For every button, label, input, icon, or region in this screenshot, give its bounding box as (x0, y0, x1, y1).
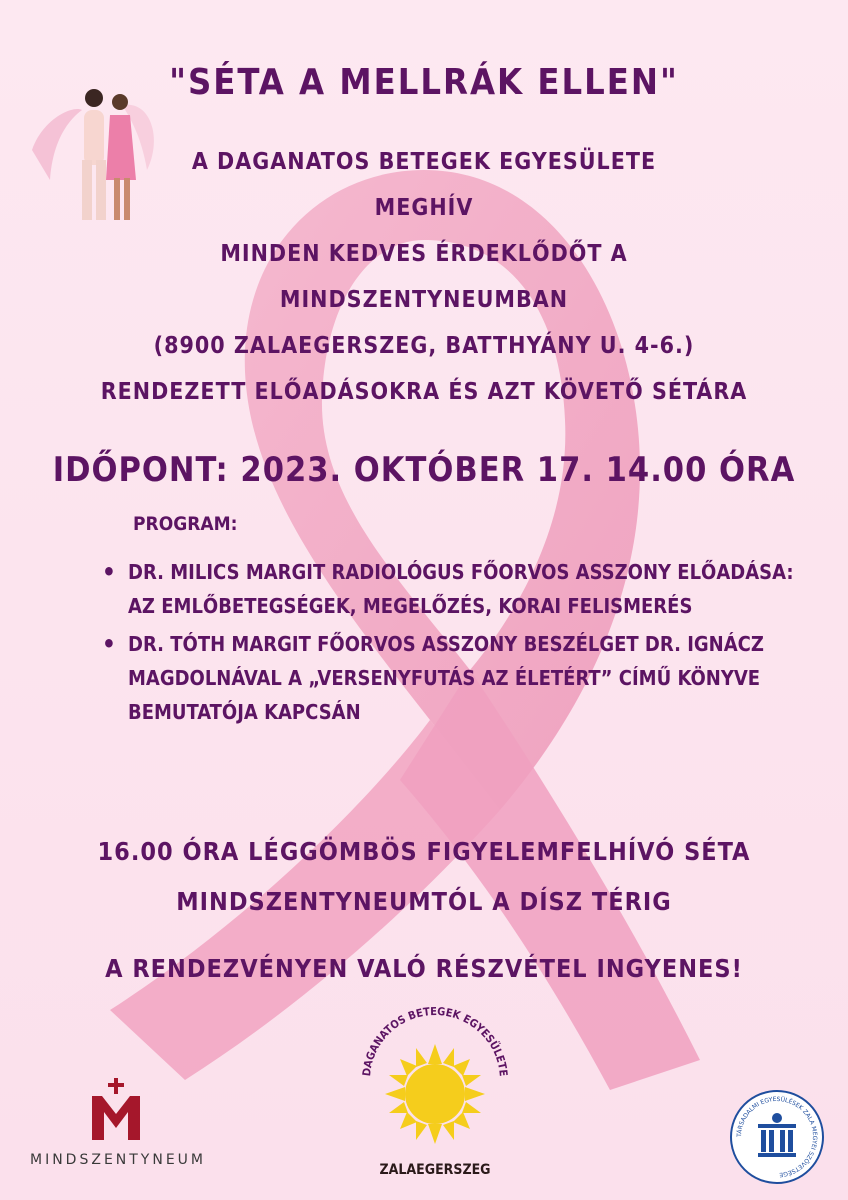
intro-line-2: MEGHÍV (374, 195, 474, 221)
walk-line-1: 16.00 ÓRA LÉGGÖMBÖS FIGYELEMFELHÍVÓ SÉTA (97, 837, 751, 866)
intro-line-3: MINDEN KEDVES ÉRDEKLŐDŐT A (220, 241, 628, 267)
intro-line-4: MINDSZENTYNEUMBAN (279, 287, 569, 313)
mindszentyneum-logo-icon (88, 1078, 144, 1142)
intro-line-5: (8900 ZALAEGERSZEG, BATTHYÁNY U. 4-6.) (153, 333, 695, 359)
federation-logo-icon (728, 1088, 826, 1186)
intro-line-6: RENDEZETT ELŐADÁSOKRA ÉS AZT KÖVETŐ SÉTÁRA (100, 379, 748, 405)
mindszentyneum-logo-text: MINDSZENTYNEUM (30, 1152, 207, 1168)
program-item: • DR. MILICS MARGIT RADIOLÓGUS FŐORVOS ASSZONY ELŐADÁSA: AZ EMLŐBETEGSÉGEK, MEGELŐZÉS, KORAI FELISMERÉS (100, 555, 800, 623)
sun-logo-icon (350, 1002, 520, 1180)
event-date: IDŐPONT: 2023. OKTÓBER 17. 14.00 ÓRA (52, 450, 796, 490)
sun-logo-city-text: ZALAEGERSZEG (379, 1162, 491, 1178)
program-label: PROGRAM: (133, 513, 238, 535)
federation-logo-arc-text: TÁRSADALMI EGYESÜLÉSEK ZALA MEGYEI SZÖVETSÉGE (735, 1095, 819, 1178)
program-item: • DR. TÓTH MARGIT FŐORVOS ASSZONY BESZÉLGET DR. IGNÁCZ MAGDOLNÁVAL A „VERSENYFUTÁS AZ ÉLETÉRT” CÍMŰ KÖNYVE BEMUTATÓJA KAPCSÁN (100, 627, 800, 729)
event-title: "SÉTA A MELLRÁK ELLEN" (169, 62, 679, 103)
sun-logo-arc-text: DAGANATOS BETEGEK EGYESÜLETE (360, 1004, 510, 1077)
program-list (100, 555, 800, 733)
walk-line-2: MINDSZENTYNEUMTÓL A DÍSZ TÉRIG (176, 887, 672, 916)
free-participation-note: A RENDEZVÉNYEN VALÓ RÉSZVÉTEL INGYENES! (105, 954, 743, 983)
intro-line-1: A DAGANATOS BETEGEK EGYESÜLETE (191, 149, 657, 175)
